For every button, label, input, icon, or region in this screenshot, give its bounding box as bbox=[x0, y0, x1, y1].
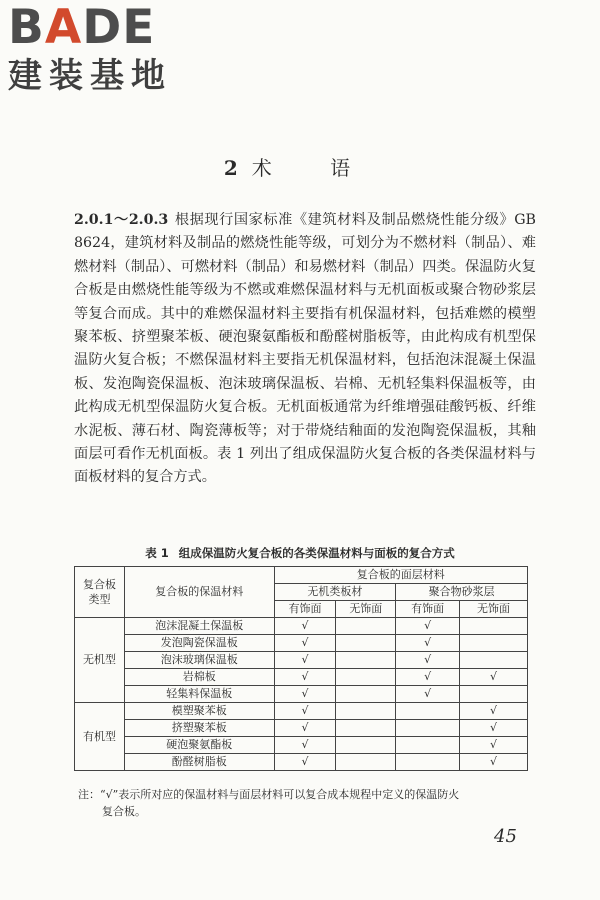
group-type-inorganic: 无机型 bbox=[75, 618, 125, 703]
header-type: 复合板类型 bbox=[75, 567, 125, 618]
note-line-1: 注：“√”表示所对应的保温材料与面层材料可以复合成本规程中定义的保温防火 bbox=[78, 788, 460, 801]
check-mark: √ bbox=[396, 618, 460, 635]
check-mark bbox=[336, 686, 396, 703]
group-type-organic: 有机型 bbox=[75, 703, 125, 771]
check-mark: √ bbox=[460, 669, 528, 686]
clause-number: 2.0.1～2.0.3 bbox=[74, 212, 169, 228]
table-row bbox=[75, 737, 528, 754]
check-mark: √ bbox=[460, 754, 528, 771]
check-mark: √ bbox=[274, 618, 336, 635]
check-mark bbox=[460, 686, 528, 703]
composite-table bbox=[74, 566, 528, 771]
row-material: 挤塑聚苯板 bbox=[124, 720, 274, 737]
check-mark bbox=[396, 720, 460, 737]
row-material: 酚醛树脂板 bbox=[124, 754, 274, 771]
row-material: 轻集料保温板 bbox=[124, 686, 274, 703]
note-line-2: 复合板。 bbox=[102, 805, 146, 818]
check-mark: √ bbox=[460, 703, 528, 720]
check-mark bbox=[460, 618, 528, 635]
header-unfinished: 无饰面 bbox=[336, 601, 396, 618]
check-mark: √ bbox=[274, 703, 336, 720]
check-mark: √ bbox=[460, 720, 528, 737]
chapter-number: 2 bbox=[223, 156, 238, 180]
check-mark bbox=[396, 754, 460, 771]
table-caption bbox=[0, 545, 600, 561]
body-text: 根据现行国家标准《建筑材料及制品燃烧性能分级》GB 8624，建筑材料及制品的燃烧性能等级，可划分为不燃材料（制品）、难燃材料（制品）、可燃材料（制品）和易燃材料（制品）四类。保温防火复合板是由燃烧性能等级为不燃或难燃保温材料与无机面板或聚合物砂浆层等复合而成。其中的难燃保温材料主要指有机保温材料，包括难燃的模塑聚苯板、挤塑聚苯板、硬泡聚氨酯板和酚醛树脂板等，由此构成有机型保温防火复合板；不燃保温材料主要指无机保温材料，包括泡沫混凝土保温板、发泡陶瓷保温板、泡沫玻璃保温板、岩棉、无机轻集料保温板等，由此构成无机型保温防火复合板。无机面板通常为纤维增强硅酸钙板、纤维水泥板、薄石材、陶瓷薄板等；对于带烧结釉面的发泡陶瓷保温板，其釉面层可看作无机面板。表 1 列出了组成保温防火复合板的各类保温材料与面板材料的复合方式。 bbox=[74, 212, 536, 486]
logo-letter-a: A bbox=[44, 0, 83, 55]
check-mark: √ bbox=[396, 652, 460, 669]
check-mark bbox=[336, 669, 396, 686]
logo-subtitle: 建装基地 bbox=[8, 56, 172, 96]
table-note bbox=[78, 786, 538, 820]
table-row bbox=[75, 703, 528, 720]
chapter-title: 术 语 bbox=[251, 156, 377, 180]
table-title: 组成保温防火复合板的各类保温材料与面板的复合方式 bbox=[178, 546, 455, 560]
header-surface: 复合板的面层材料 bbox=[274, 567, 527, 584]
header-unfinished: 无饰面 bbox=[460, 601, 528, 618]
check-mark: √ bbox=[274, 754, 336, 771]
check-mark: √ bbox=[396, 635, 460, 652]
row-material: 发泡陶瓷保温板 bbox=[124, 635, 274, 652]
table-label: 表 1 bbox=[145, 546, 169, 560]
table-row bbox=[75, 669, 528, 686]
check-mark: √ bbox=[274, 635, 336, 652]
header-finished: 有饰面 bbox=[396, 601, 460, 618]
check-mark: √ bbox=[274, 652, 336, 669]
table-row bbox=[75, 652, 528, 669]
check-mark bbox=[460, 635, 528, 652]
logo bbox=[8, 2, 172, 96]
row-material: 岩棉板 bbox=[124, 669, 274, 686]
check-mark bbox=[336, 652, 396, 669]
body-paragraph bbox=[74, 209, 536, 490]
check-mark bbox=[336, 618, 396, 635]
chapter-heading bbox=[0, 154, 600, 182]
check-mark bbox=[336, 703, 396, 720]
check-mark: √ bbox=[274, 737, 336, 754]
check-mark bbox=[336, 737, 396, 754]
header-inorganic-panel: 无机类板材 bbox=[274, 584, 396, 601]
check-mark: √ bbox=[396, 669, 460, 686]
check-mark: √ bbox=[396, 686, 460, 703]
table-row bbox=[75, 618, 528, 635]
check-mark bbox=[460, 652, 528, 669]
check-mark bbox=[336, 720, 396, 737]
logo-letter-b: B bbox=[8, 0, 45, 55]
check-mark: √ bbox=[274, 720, 336, 737]
check-mark: √ bbox=[460, 737, 528, 754]
check-mark bbox=[336, 635, 396, 652]
check-mark: √ bbox=[274, 669, 336, 686]
table-row bbox=[75, 720, 528, 737]
logo-letters-de: DE bbox=[82, 0, 156, 55]
logo-wordmark bbox=[8, 2, 172, 54]
page-number: 45 bbox=[494, 826, 517, 847]
row-material: 泡沫混凝土保温板 bbox=[124, 618, 274, 635]
check-mark bbox=[396, 737, 460, 754]
row-material: 泡沫玻璃保温板 bbox=[124, 652, 274, 669]
check-mark: √ bbox=[274, 686, 336, 703]
check-mark bbox=[396, 703, 460, 720]
header-finished: 有饰面 bbox=[274, 601, 336, 618]
row-material: 模塑聚苯板 bbox=[124, 703, 274, 720]
header-material: 复合板的保温材料 bbox=[124, 567, 274, 618]
row-material: 硬泡聚氨酯板 bbox=[124, 737, 274, 754]
table-row bbox=[75, 686, 528, 703]
table-row bbox=[75, 635, 528, 652]
check-mark bbox=[336, 754, 396, 771]
header-polymer-mortar: 聚合物砂浆层 bbox=[396, 584, 528, 601]
table-row bbox=[75, 754, 528, 771]
